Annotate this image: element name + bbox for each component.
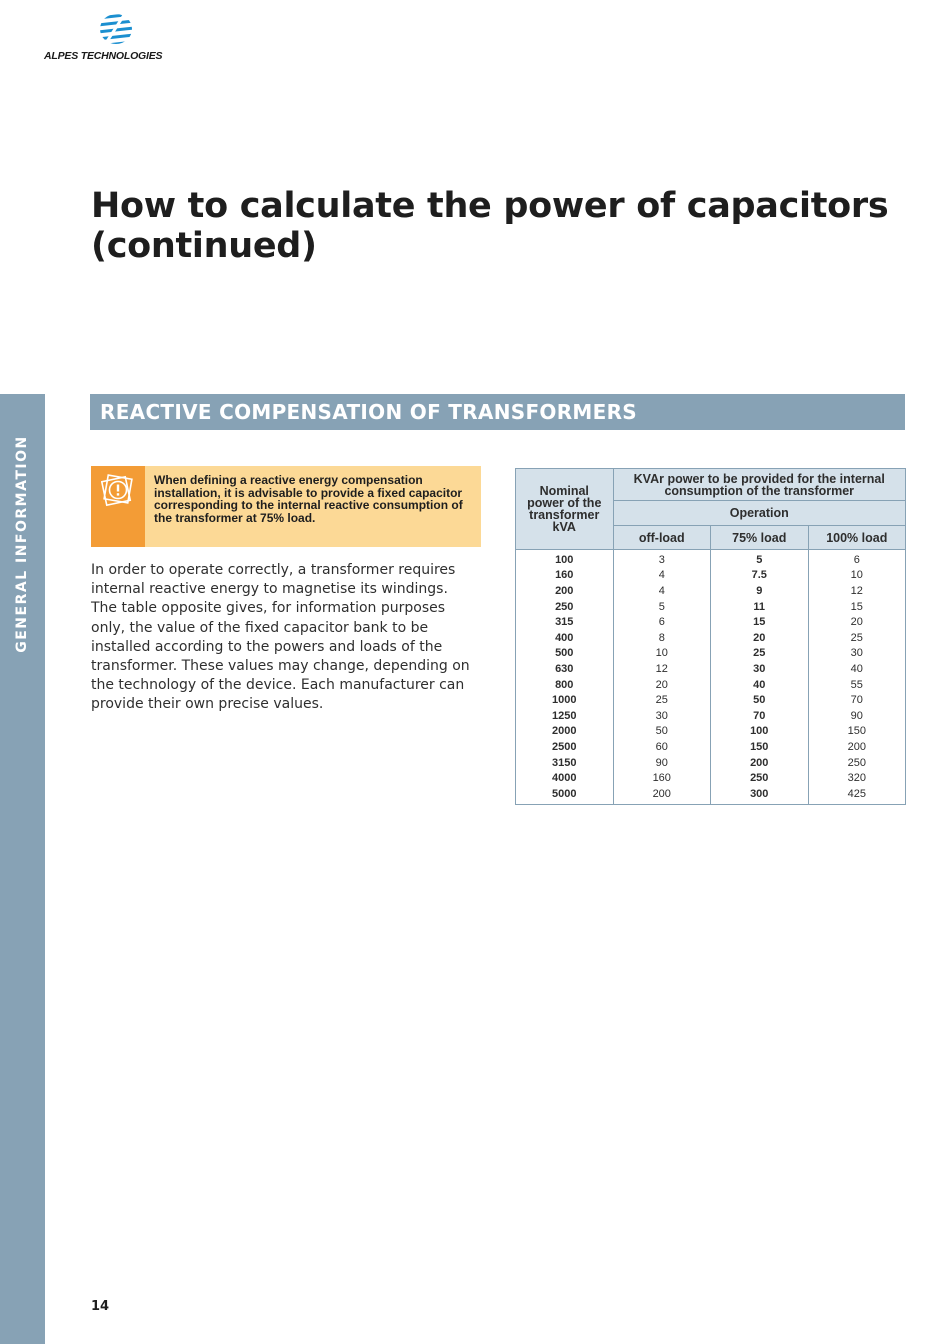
table-cell-kvar: 150 [808, 724, 906, 740]
warning-icon [101, 474, 135, 508]
table-cell-kva: 800 [516, 677, 614, 693]
table-cell-kva: 400 [516, 630, 614, 646]
table-cell-kva: 2500 [516, 739, 614, 755]
header-operation: Operation [613, 501, 906, 526]
page-title-line-1: How to calculate the power of capacitors [91, 186, 889, 226]
table-row [516, 708, 906, 724]
column-header: 100% load [808, 526, 906, 550]
table-cell-kvar: 70 [808, 692, 906, 708]
table-cell-kvar: 8 [613, 630, 711, 646]
warning-box [91, 466, 481, 547]
table-cell-kvar: 150 [711, 739, 809, 755]
table-row [516, 677, 906, 693]
table-cell-kvar: 200 [808, 739, 906, 755]
sidebar-label: GENERAL INFORMATION [14, 435, 30, 653]
section-title: REACTIVE COMPENSATION OF TRANSFORMERS [100, 400, 637, 424]
table-cell-kvar: 100 [711, 724, 809, 740]
table-row [516, 755, 906, 771]
table-cell-kvar: 10 [613, 646, 711, 662]
table-cell-kva: 250 [516, 599, 614, 615]
capacitor-table [515, 468, 905, 805]
table-cell-kva: 4000 [516, 770, 614, 786]
table-cell-kvar: 90 [613, 755, 711, 771]
table-cell-kva: 5000 [516, 786, 614, 804]
table-row [516, 770, 906, 786]
column-header: 75% load [711, 526, 809, 550]
table-cell-kvar: 25 [808, 630, 906, 646]
table-cell-kva: 1000 [516, 692, 614, 708]
table-cell-kvar: 4 [613, 568, 711, 584]
table-row [516, 599, 906, 615]
header-nominal: Nominal power of the transformer kVA [516, 469, 614, 550]
table-cell-kvar: 5 [613, 599, 711, 615]
table-cell-kva: 1250 [516, 708, 614, 724]
page-title-line-2: (continued) [91, 226, 317, 266]
table-row [516, 550, 906, 568]
table-cell-kvar: 10 [808, 568, 906, 584]
table-cell-kvar: 250 [808, 755, 906, 771]
alpes-logo-icon [98, 12, 134, 46]
table-cell-kvar: 6 [808, 550, 906, 568]
table-row [516, 692, 906, 708]
column-header: off-load [613, 526, 711, 550]
table-cell-kvar: 320 [808, 770, 906, 786]
warning-icon-panel [91, 466, 145, 547]
table-cell-kva: 200 [516, 583, 614, 599]
table-cell-kvar: 40 [808, 661, 906, 677]
table-cell-kvar: 300 [711, 786, 809, 804]
table-cell-kvar: 25 [711, 646, 809, 662]
table-cell-kva: 160 [516, 568, 614, 584]
table-cell-kvar: 50 [613, 724, 711, 740]
table-cell-kvar: 30 [613, 708, 711, 724]
table-cell-kvar: 3 [613, 550, 711, 568]
table-row [516, 724, 906, 740]
table-cell-kvar: 15 [808, 599, 906, 615]
table-cell-kvar: 40 [711, 677, 809, 693]
company-logo [44, 12, 174, 62]
table-row [516, 583, 906, 599]
table-row [516, 630, 906, 646]
table-cell-kvar: 30 [808, 646, 906, 662]
table-row [516, 568, 906, 584]
table-cell-kvar: 250 [711, 770, 809, 786]
table-cell-kvar: 90 [808, 708, 906, 724]
table-row [516, 786, 906, 804]
table-cell-kvar: 60 [613, 739, 711, 755]
body-paragraph: In order to operate correctly, a transformer requires internal reactive energy to magnetise its windings. The table opposite gives, for information purposes only, the value of the fixed capacitor bank to be installed according to the powers and loads of the transformer. These values may change, depending on the technology of the device. Each manufacturer can provide their own precise values. [91, 562, 470, 713]
header-kvar: KVAr power to be provided for the internal consumption of the transformer [613, 469, 906, 501]
table-cell-kvar: 200 [711, 755, 809, 771]
table-cell-kvar: 30 [711, 661, 809, 677]
logo-text: ALPES TECHNOLOGIES [44, 50, 163, 62]
table-cell-kvar: 200 [613, 786, 711, 804]
table-cell-kva: 500 [516, 646, 614, 662]
table-cell-kvar: 55 [808, 677, 906, 693]
data-table [515, 468, 906, 805]
table-cell-kvar: 6 [613, 614, 711, 630]
section-header [90, 394, 905, 430]
table-cell-kvar: 11 [711, 599, 809, 615]
table-cell-kvar: 20 [711, 630, 809, 646]
table-cell-kvar: 4 [613, 583, 711, 599]
warning-text: When defining a reactive energy compensation installation, it is advisable to provide a fixed capacitor corresponding to the internal reactive consumption of the transformer at 75% load. [154, 473, 463, 525]
table-row [516, 614, 906, 630]
table-body [516, 550, 906, 805]
table-cell-kva: 315 [516, 614, 614, 630]
table-cell-kvar: 12 [808, 583, 906, 599]
table-cell-kvar: 25 [613, 692, 711, 708]
table-cell-kvar: 12 [613, 661, 711, 677]
table-row [516, 661, 906, 677]
table-row [516, 646, 906, 662]
table-cell-kvar: 20 [808, 614, 906, 630]
page-number: 14 [91, 1299, 110, 1314]
table-cell-kva: 630 [516, 661, 614, 677]
table-cell-kvar: 160 [613, 770, 711, 786]
table-cell-kva: 100 [516, 550, 614, 568]
page-title [91, 186, 911, 266]
table-cell-kvar: 50 [711, 692, 809, 708]
table-cell-kva: 3150 [516, 755, 614, 771]
table-cell-kvar: 70 [711, 708, 809, 724]
table-cell-kvar: 15 [711, 614, 809, 630]
table-cell-kvar: 20 [613, 677, 711, 693]
table-cell-kvar: 5 [711, 550, 809, 568]
table-cell-kvar: 7.5 [711, 568, 809, 584]
table-cell-kvar: 9 [711, 583, 809, 599]
table-cell-kvar: 425 [808, 786, 906, 804]
table-row [516, 739, 906, 755]
table-cell-kva: 2000 [516, 724, 614, 740]
